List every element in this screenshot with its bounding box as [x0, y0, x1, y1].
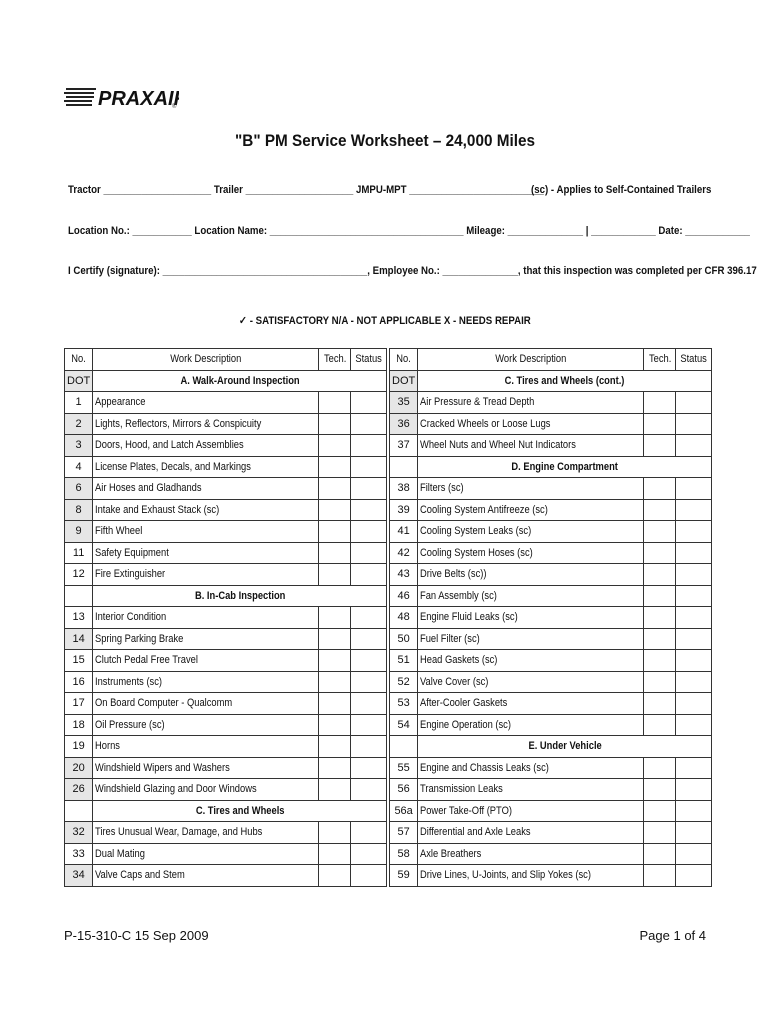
item-description: Clutch Pedal Free Travel: [93, 650, 319, 672]
section-title: A. Walk-Around Inspection: [93, 370, 387, 392]
tech-cell[interactable]: [644, 865, 676, 887]
item-number: 53: [390, 693, 418, 715]
status-cell[interactable]: [676, 585, 712, 607]
item-description: Drive Lines, U-Joints, and Slip Yokes (sc): [418, 865, 644, 887]
item-number: 3: [65, 435, 93, 457]
item-description: Horns: [93, 736, 319, 758]
status-cell[interactable]: [351, 542, 387, 564]
item-number: 34: [65, 865, 93, 887]
item-number: 4: [65, 456, 93, 478]
tech-cell[interactable]: [644, 542, 676, 564]
item-number: 55: [390, 757, 418, 779]
item-number: 57: [390, 822, 418, 844]
table-row: [65, 435, 387, 457]
table-row: [390, 607, 712, 629]
item-number: 46: [390, 585, 418, 607]
status-cell[interactable]: [676, 800, 712, 822]
col-tech-header: Tech.: [319, 349, 351, 371]
tech-cell[interactable]: [644, 779, 676, 801]
item-number: 2: [65, 413, 93, 435]
tech-cell[interactable]: [644, 585, 676, 607]
item-number: 38: [390, 478, 418, 500]
item-number: 41: [390, 521, 418, 543]
item-number: 13: [65, 607, 93, 629]
status-cell[interactable]: [351, 564, 387, 586]
tech-cell[interactable]: [644, 693, 676, 715]
table-row: [390, 865, 712, 887]
status-cell[interactable]: [676, 607, 712, 629]
table-row: [390, 413, 712, 435]
table-row: [65, 843, 387, 865]
item-number: 48: [390, 607, 418, 629]
item-number: 9: [65, 521, 93, 543]
col-desc-header: Work Description: [93, 349, 319, 371]
item-number: 26: [65, 779, 93, 801]
item-number: 17: [65, 693, 93, 715]
table-row: [65, 757, 387, 779]
svg-text:®: ®: [172, 104, 177, 110]
item-description: Valve Cover (sc): [418, 671, 644, 693]
item-description: After-Cooler Gaskets: [418, 693, 644, 715]
tech-cell[interactable]: [319, 478, 351, 500]
status-cell[interactable]: [676, 779, 712, 801]
item-description: Instruments (sc): [93, 671, 319, 693]
table-row: [390, 435, 712, 457]
table-header: [390, 349, 712, 371]
table-row: [390, 521, 712, 543]
tech-cell[interactable]: [644, 650, 676, 672]
item-number: 59: [390, 865, 418, 887]
status-cell[interactable]: [676, 478, 712, 500]
item-description: Filters (sc): [418, 478, 644, 500]
table-row: [65, 499, 387, 521]
table-row: [65, 413, 387, 435]
tech-cell[interactable]: [644, 628, 676, 650]
form-number: P-15-310-C 15 Sep 2009: [64, 928, 209, 943]
status-cell[interactable]: [676, 499, 712, 521]
table-row: [65, 779, 387, 801]
item-number: 36: [390, 413, 418, 435]
table-row: [65, 392, 387, 414]
table-row: [65, 478, 387, 500]
status-cell[interactable]: [676, 843, 712, 865]
item-description: Axle Breathers: [418, 843, 644, 865]
item-number: 56a: [390, 800, 418, 822]
tech-cell[interactable]: [319, 822, 351, 844]
logo-wordmark: PRAXAI: [98, 88, 174, 110]
item-number: 39: [390, 499, 418, 521]
status-cell[interactable]: [351, 435, 387, 457]
item-number: 37: [390, 435, 418, 457]
item-description: On Board Computer - Qualcomm: [93, 693, 319, 715]
item-description: Cooling System Hoses (sc): [418, 542, 644, 564]
tech-cell[interactable]: [319, 671, 351, 693]
item-description: Oil Pressure (sc): [93, 714, 319, 736]
status-cell[interactable]: [351, 607, 387, 629]
item-description: Appearance: [93, 392, 319, 414]
item-number: 51: [390, 650, 418, 672]
tech-cell[interactable]: [319, 564, 351, 586]
col-tech-header: Tech.: [644, 349, 676, 371]
location-line: Location No.: ___________ Location Name: ____________________________________ Mileage: ______________ | ____________ Date: ____________: [68, 225, 750, 237]
item-number: 52: [390, 671, 418, 693]
item-description: Differential and Axle Leaks: [418, 822, 644, 844]
tech-cell[interactable]: [644, 435, 676, 457]
item-description: Doors, Hood, and Latch Assemblies: [93, 435, 319, 457]
right-checklist-table: [389, 348, 712, 887]
item-description: Cooling System Antifreeze (sc): [418, 499, 644, 521]
table-row: [390, 628, 712, 650]
section-title: C. Tires and Wheels (cont.): [418, 370, 712, 392]
table-row: [65, 607, 387, 629]
table-row: [390, 392, 712, 414]
item-number: 56: [390, 779, 418, 801]
table-row: [390, 714, 712, 736]
item-number: 32: [65, 822, 93, 844]
tech-cell[interactable]: [644, 607, 676, 629]
section-row: [65, 585, 387, 607]
item-description: Head Gaskets (sc): [418, 650, 644, 672]
table-row: [65, 628, 387, 650]
certify-line: I Certify (signature): ______________________________________, Employee No.: ______________, that this inspection was completed per CFR 396.17: [68, 265, 757, 277]
item-number: 33: [65, 843, 93, 865]
table-row: [390, 757, 712, 779]
status-cell[interactable]: [676, 564, 712, 586]
status-cell[interactable]: [351, 499, 387, 521]
section-title: C. Tires and Wheels: [93, 800, 387, 822]
item-description: Fire Extinguisher: [93, 564, 319, 586]
status-cell[interactable]: [351, 413, 387, 435]
item-description: Lights, Reflectors, Mirrors & Conspicuity: [93, 413, 319, 435]
status-cell[interactable]: [676, 650, 712, 672]
table-row: [65, 865, 387, 887]
status-cell[interactable]: [351, 693, 387, 715]
table-row: [65, 671, 387, 693]
tech-cell[interactable]: [319, 435, 351, 457]
status-cell[interactable]: [676, 628, 712, 650]
item-description: Air Hoses and Gladhands: [93, 478, 319, 500]
tech-cell[interactable]: [644, 478, 676, 500]
item-number: 1: [65, 392, 93, 414]
tech-cell[interactable]: [644, 822, 676, 844]
tech-cell[interactable]: [644, 564, 676, 586]
status-cell[interactable]: [676, 822, 712, 844]
item-description: Spring Parking Brake: [93, 628, 319, 650]
section-title: B. In-Cab Inspection: [93, 585, 387, 607]
item-number: 50: [390, 628, 418, 650]
table-row: [65, 456, 387, 478]
item-number: 6: [65, 478, 93, 500]
item-description: Tires Unusual Wear, Damage, and Hubs: [93, 822, 319, 844]
table-row: [390, 822, 712, 844]
tech-cell[interactable]: [644, 714, 676, 736]
page-title: "B" PM Service Worksheet – 24,000 Miles: [235, 131, 535, 150]
table-row: [390, 542, 712, 564]
item-number: 18: [65, 714, 93, 736]
status-cell[interactable]: [351, 456, 387, 478]
table-row: [390, 650, 712, 672]
table-row: [65, 564, 387, 586]
table-row: [390, 564, 712, 586]
item-number: DOT: [390, 370, 418, 392]
status-cell[interactable]: [676, 542, 712, 564]
status-cell[interactable]: [351, 392, 387, 414]
item-description: Fan Assembly (sc): [418, 585, 644, 607]
col-status-header: Status: [351, 349, 387, 371]
status-cell[interactable]: [676, 757, 712, 779]
item-description: Engine and Chassis Leaks (sc): [418, 757, 644, 779]
col-no-header: No.: [65, 349, 93, 371]
tech-cell[interactable]: [644, 843, 676, 865]
status-cell[interactable]: [351, 757, 387, 779]
status-legend: ✓ - SATISFACTORY N/A - NOT APPLICABLE X - NEEDS REPAIR: [239, 315, 531, 327]
status-cell[interactable]: [351, 671, 387, 693]
status-cell[interactable]: [351, 628, 387, 650]
tech-cell[interactable]: [319, 736, 351, 758]
item-description: Fuel Filter (sc): [418, 628, 644, 650]
status-cell[interactable]: [351, 650, 387, 672]
item-number: 16: [65, 671, 93, 693]
item-number: 12: [65, 564, 93, 586]
item-description: Intake and Exhaust Stack (sc): [93, 499, 319, 521]
table-row: [390, 800, 712, 822]
section-title: D. Engine Compartment: [418, 456, 712, 478]
status-cell[interactable]: [676, 392, 712, 414]
item-description: Power Take-Off (PTO): [418, 800, 644, 822]
status-cell[interactable]: [676, 714, 712, 736]
status-cell[interactable]: [676, 671, 712, 693]
tech-cell[interactable]: [319, 392, 351, 414]
table-row: [65, 521, 387, 543]
item-number: [65, 585, 93, 607]
item-description: Transmission Leaks: [418, 779, 644, 801]
table-row: [390, 843, 712, 865]
item-number: DOT: [65, 370, 93, 392]
col-desc-header: Work Description: [418, 349, 644, 371]
tech-cell[interactable]: [319, 779, 351, 801]
status-cell[interactable]: [351, 822, 387, 844]
item-description: Wheel Nuts and Wheel Nut Indicators: [418, 435, 644, 457]
item-description: Fifth Wheel: [93, 521, 319, 543]
item-number: 11: [65, 542, 93, 564]
item-description: Cracked Wheels or Loose Lugs: [418, 413, 644, 435]
col-no-header: No.: [390, 349, 418, 371]
page-number: Page 1 of 4: [639, 928, 706, 943]
item-number: [390, 736, 418, 758]
item-number: 42: [390, 542, 418, 564]
item-number: [390, 456, 418, 478]
status-cell[interactable]: [351, 521, 387, 543]
section-title: E. Under Vehicle: [418, 736, 712, 758]
tech-cell[interactable]: [319, 843, 351, 865]
tech-cell[interactable]: [319, 693, 351, 715]
status-cell[interactable]: [351, 736, 387, 758]
table-header: [65, 349, 387, 371]
item-number: 20: [65, 757, 93, 779]
status-cell[interactable]: [676, 413, 712, 435]
status-cell[interactable]: [351, 865, 387, 887]
tech-cell[interactable]: [319, 542, 351, 564]
section-row: [65, 370, 387, 392]
status-cell[interactable]: [351, 478, 387, 500]
item-number: 58: [390, 843, 418, 865]
item-number: 54: [390, 714, 418, 736]
item-number: 14: [65, 628, 93, 650]
item-number: 8: [65, 499, 93, 521]
tech-cell[interactable]: [644, 521, 676, 543]
section-row: [390, 370, 712, 392]
table-row: [390, 693, 712, 715]
status-cell[interactable]: [351, 714, 387, 736]
section-row: [390, 456, 712, 478]
tech-cell[interactable]: [644, 671, 676, 693]
section-row: [65, 800, 387, 822]
status-cell[interactable]: [351, 779, 387, 801]
tech-cell[interactable]: [319, 456, 351, 478]
item-description: License Plates, Decals, and Markings: [93, 456, 319, 478]
tech-cell[interactable]: [644, 757, 676, 779]
table-row: [65, 736, 387, 758]
table-row: [65, 693, 387, 715]
tech-cell[interactable]: [319, 865, 351, 887]
table-row: [65, 822, 387, 844]
status-cell[interactable]: [676, 693, 712, 715]
item-description: Dual Mating: [93, 843, 319, 865]
section-row: [390, 736, 712, 758]
item-description: Engine Operation (sc): [418, 714, 644, 736]
tech-cell[interactable]: [319, 650, 351, 672]
tech-cell[interactable]: [644, 392, 676, 414]
item-description: Engine Fluid Leaks (sc): [418, 607, 644, 629]
item-number: 35: [390, 392, 418, 414]
left-checklist-table: [64, 348, 387, 887]
table-row: [65, 714, 387, 736]
item-number: [65, 800, 93, 822]
tech-cell[interactable]: [319, 607, 351, 629]
item-number: 43: [390, 564, 418, 586]
tech-cell[interactable]: [319, 714, 351, 736]
item-number: 19: [65, 736, 93, 758]
vehicle-ids-line: Tractor ____________________ Trailer ____________________ JMPU-MPT _________________________: [68, 184, 544, 196]
item-description: Cooling System Leaks (sc): [418, 521, 644, 543]
table-row: [390, 779, 712, 801]
item-description: Windshield Glazing and Door Windows: [93, 779, 319, 801]
tech-cell[interactable]: [319, 757, 351, 779]
table-row: [390, 585, 712, 607]
item-description: Drive Belts (sc)): [418, 564, 644, 586]
status-cell[interactable]: [676, 865, 712, 887]
table-row: [390, 478, 712, 500]
tech-cell[interactable]: [644, 413, 676, 435]
table-row: [390, 499, 712, 521]
tech-cell[interactable]: [319, 499, 351, 521]
status-cell[interactable]: [676, 435, 712, 457]
item-description: Safety Equipment: [93, 542, 319, 564]
tech-cell[interactable]: [319, 413, 351, 435]
sc-note: (sc) - Applies to Self-Contained Trailers: [531, 184, 712, 196]
tech-cell[interactable]: [644, 499, 676, 521]
praxair-logo: [64, 84, 179, 110]
tech-cell[interactable]: [319, 521, 351, 543]
item-description: Air Pressure & Tread Depth: [418, 392, 644, 414]
tech-cell[interactable]: [644, 800, 676, 822]
item-number: 15: [65, 650, 93, 672]
item-description: Windshield Wipers and Washers: [93, 757, 319, 779]
item-description: Valve Caps and Stem: [93, 865, 319, 887]
table-row: [65, 650, 387, 672]
col-status-header: Status: [676, 349, 712, 371]
status-cell[interactable]: [676, 521, 712, 543]
tech-cell[interactable]: [319, 628, 351, 650]
item-description: Interior Condition: [93, 607, 319, 629]
table-row: [390, 671, 712, 693]
table-row: [65, 542, 387, 564]
status-cell[interactable]: [351, 843, 387, 865]
